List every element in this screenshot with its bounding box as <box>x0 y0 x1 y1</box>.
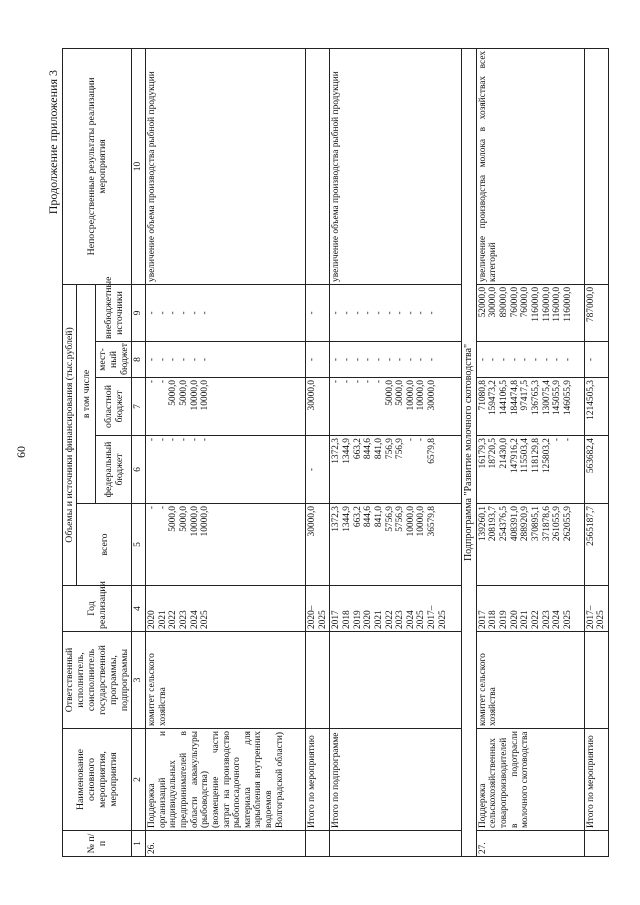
row-activity-name: Поддержка сельскохозяйственных товаропроизводителей в подотрасли молочного скотоводства <box>476 729 584 831</box>
col-index: 1 <box>132 831 146 857</box>
table-row <box>146 48 306 856</box>
row-responsible: комитет сельского хозяйства <box>146 632 306 729</box>
column-index-row <box>132 48 146 856</box>
row-offbudget: - - - - - - - - - - <box>330 284 462 341</box>
header-num: № п/п <box>63 831 132 857</box>
col-index: 6 <box>132 436 146 504</box>
row-regional: 71080,8 159473,2 144106,5 184474,8 97417,5 136765,3 130075,4 145055,9 146055,9 <box>476 378 584 436</box>
row-federal: - <box>306 436 330 504</box>
row-regional: - - 5000,0 5000,0 10000,0 10000,0 <box>146 378 306 436</box>
header-responsible: Ответственный исполнитель, соисполнитель государственной программы, подпрограммы <box>63 632 132 729</box>
row-total: 30000,0 <box>306 504 330 586</box>
col-index: 9 <box>132 284 146 341</box>
row-federal: 1372,3 1344,9 663,2 844,6 841,0 756,9 756,9 - - 6579,8 <box>330 436 462 504</box>
row-years: 2020–2025 <box>306 586 330 632</box>
row-years: 2017 2018 2019 2020 2021 2022 2023 2024 2025 <box>476 586 584 632</box>
row-total: 139260,1 208193,7 254376,5 408391,0 288920,9 370895,1 371878,6 261055,9 262055,9 <box>476 504 584 586</box>
row-regional: 1214505,3 <box>584 378 608 436</box>
row-regional: 30000,0 <box>306 378 330 436</box>
header-federal: федеральный бюджет <box>96 436 132 504</box>
header-regional: областной бюджет <box>96 378 132 436</box>
row-result: увеличение объема производства рыбной продукции <box>146 48 306 284</box>
table-row <box>476 48 584 856</box>
table-row <box>584 48 608 856</box>
row-total: 2565187,7 <box>584 504 608 586</box>
row-offbudget: 787000,0 <box>584 284 608 341</box>
subprogram-title: Подпрограмма "Развитие молочного скотоводства" <box>462 48 476 856</box>
row-local: - - - - - - <box>146 342 306 378</box>
table-row <box>330 48 462 856</box>
row-total-label: Итого по подпрограмме <box>330 729 462 831</box>
row-result: увеличение производства молока в хозяйствах всех категорий <box>476 48 584 284</box>
row-responsible: комитет сельского хозяйства <box>476 632 584 729</box>
page-number: 60 <box>14 446 28 458</box>
header-offbudget: внебюджетные источники <box>96 284 132 341</box>
row-federal: 563682,4 <box>584 436 608 504</box>
table-row <box>306 48 330 856</box>
row-offbudget: - - - - - - <box>146 284 306 341</box>
financing-table <box>62 48 609 857</box>
col-index: 10 <box>132 48 146 284</box>
header-year: Год реализации <box>63 586 132 632</box>
row-local: - - - - - - - - - - <box>330 342 462 378</box>
header-funding: Объемы и источники финансирования (тыс.рублей) <box>63 284 77 585</box>
col-index: 5 <box>132 504 146 586</box>
col-index: 8 <box>132 342 146 378</box>
row-offbudget: 52000,0 30000,0 89000,0 76000,0 76000,0 116000,0 116000,0 116000,0 116000,0 <box>476 284 584 341</box>
row-total-label: Итого по мероприятию <box>584 729 608 831</box>
row-offbudget: - <box>306 284 330 341</box>
header-result: Непосредственные результаты реализации мероприятия <box>63 48 132 284</box>
row-total: 1372,3 1344,9 663,2 844,6 841,0 5756,9 5756,9 10000,0 10000,0 36579,8 <box>330 504 462 586</box>
row-years: 2017 2018 2019 2020 2021 2022 2023 2024 2025 2017–2025 <box>330 586 462 632</box>
col-index: 4 <box>132 586 146 632</box>
row-result: увеличение объема производства рыбной продукции <box>330 48 462 284</box>
header-including: в том числе <box>77 284 96 503</box>
row-total-label: Итого по мероприятию <box>306 729 330 831</box>
header-local: мест-ный бюджет <box>96 342 132 378</box>
col-index: 7 <box>132 378 146 436</box>
col-index: 3 <box>132 632 146 729</box>
row-years: 2017–2025 <box>584 586 608 632</box>
row-federal: 16179,3 18720,5 21430,0 147916,2 115503,4 118129,8 125803,2 - - <box>476 436 584 504</box>
financing-table-frame <box>62 49 630 857</box>
row-num: 26. <box>146 831 306 857</box>
continuation-label: Продолжение приложения 3 <box>46 70 60 215</box>
row-num: 27. <box>476 831 584 857</box>
row-local: - <box>306 342 330 378</box>
col-index: 2 <box>132 729 146 831</box>
subprogram-title-row <box>462 48 476 856</box>
row-years: 2020 2021 2022 2023 2024 2025 <box>146 586 306 632</box>
row-activity-name: Поддержка организаций и индивидуальных предпринимателей в области аквакультуры (рыбоводства) (возмещение части затрат на производство рыбопосадочного материала для зарыбления внутренних водоемов Волгоградской области) <box>146 729 306 831</box>
row-local: - - - - - - - - - <box>476 342 584 378</box>
row-total: - - 5000,0 5000,0 10000,0 10000,0 <box>146 504 306 586</box>
row-federal: - - - - - - <box>146 436 306 504</box>
row-regional: - - - - - 5000,0 5000,0 10000,0 10000,0 30000,0 <box>330 378 462 436</box>
row-local: - <box>584 342 608 378</box>
header-total: всего <box>77 504 132 586</box>
header-name: Наименование основного мероприятия, мероприятия <box>63 729 132 831</box>
